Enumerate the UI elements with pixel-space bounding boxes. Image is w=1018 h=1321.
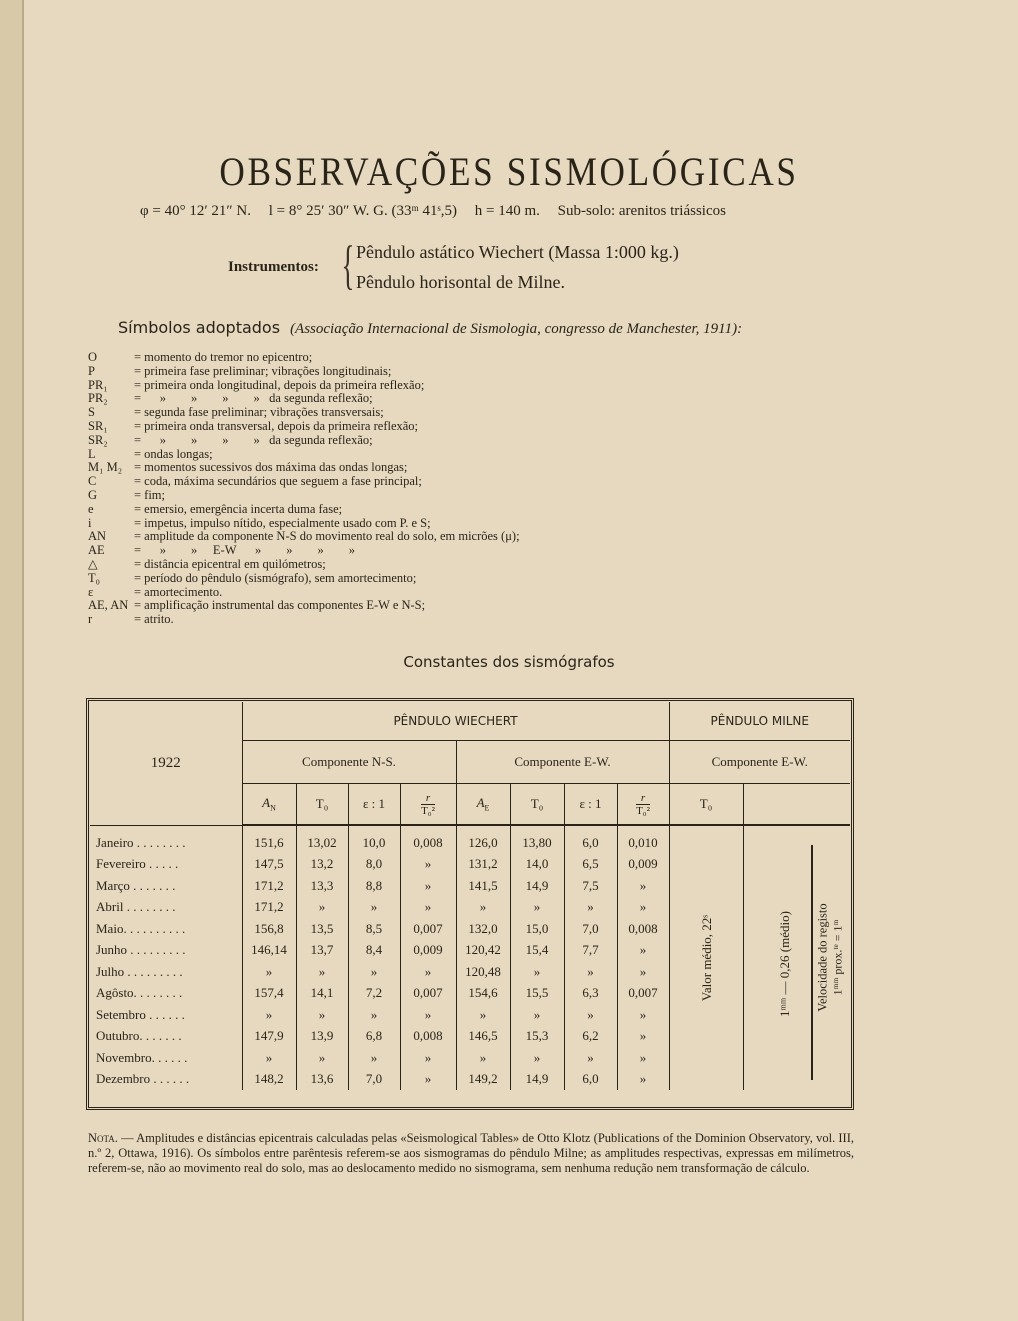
table-row: [90, 1004, 850, 1026]
value-cell: 0,009: [400, 940, 456, 962]
value-cell: »: [456, 1047, 510, 1069]
month-cell: Maio. . . . . . . . . .: [96, 920, 186, 936]
col-milne-extra: [743, 784, 850, 826]
value-cell: 6,5: [564, 854, 617, 876]
table-row: [90, 1069, 850, 1091]
symbol-definition: = fim;: [134, 487, 166, 502]
symbol-key: P: [88, 363, 95, 378]
table-row: [90, 918, 850, 940]
value-cell: 13,80: [510, 825, 564, 854]
value-cell: »: [564, 897, 617, 919]
value-cell: »: [242, 1004, 296, 1026]
value-cell: 7,0: [564, 918, 617, 940]
symbol-key: G: [88, 487, 98, 502]
instrument-wiechert: Pêndulo astático Wiechert (Massa 1:000 kg.): [356, 242, 679, 262]
symbol-row: [88, 379, 520, 393]
value-cell: 15,3: [510, 1026, 564, 1048]
value-cell: 14,9: [510, 875, 564, 897]
symbol-key: O: [88, 350, 98, 364]
value-cell: 120,42: [456, 940, 510, 962]
month-cell: Junho . . . . . . . . .: [96, 942, 186, 958]
symbol-row: [88, 489, 520, 503]
value-cell: »: [617, 897, 669, 919]
symbol-key: PR₂: [88, 391, 108, 406]
value-cell: »: [400, 1004, 456, 1026]
value-cell: »: [617, 1026, 669, 1048]
symbol-definition: = atrito.: [134, 612, 174, 627]
symbol-definition: = ondas longas;: [134, 446, 213, 461]
symbol-key: e: [88, 501, 94, 516]
symbol-row: [88, 586, 520, 600]
symbol-definition: = momentos sucessivos dos máxima das ondas longas;: [134, 460, 408, 475]
value-cell: 132,0: [456, 918, 510, 940]
col-r-ew: $\frac{r}{\text{T₀²}}$: [617, 784, 669, 826]
col-eps-ew: ε : 1: [564, 784, 617, 826]
value-cell: 15,5: [510, 983, 564, 1005]
value-cell: »: [400, 961, 456, 983]
symbol-row: [88, 351, 520, 365]
value-cell: 6,0: [564, 825, 617, 854]
value-cell: »: [348, 1047, 400, 1069]
col-t0-milne: T₀: [669, 784, 743, 826]
value-cell: »: [400, 854, 456, 876]
symbol-row: [88, 475, 520, 489]
value-cell: »: [296, 897, 348, 919]
year-header: 1922: [90, 702, 242, 825]
table-row: [90, 961, 850, 983]
value-cell: 13,9: [296, 1026, 348, 1048]
value-cell: »: [564, 961, 617, 983]
symbol-row: [88, 448, 520, 462]
milne-header: PÊNDULO MILNE: [669, 702, 850, 741]
milne-cell: [743, 1069, 850, 1091]
symbol-key: SR₂: [88, 432, 108, 447]
milne-cell: [669, 854, 743, 876]
milne-cell: [743, 854, 850, 876]
value-cell: »: [400, 1069, 456, 1091]
value-cell: 171,2: [242, 897, 296, 919]
milne-cell: [743, 1047, 850, 1069]
symbols-heading-source: (Associação Internacional de Sismologia, congresso de Manchester, 1911):: [290, 321, 743, 337]
value-cell: »: [564, 1004, 617, 1026]
table-row: [90, 940, 850, 962]
symbol-definition: = impetus, impulso nítido, especialmente usado com P. e S;: [134, 515, 431, 530]
value-cell: 14,9: [510, 1069, 564, 1091]
symbol-definition: = coda, máxima secundários que seguem a fase principal;: [134, 474, 422, 489]
value-cell: »: [510, 897, 564, 919]
value-cell: 15,4: [510, 940, 564, 962]
value-cell: 171,2: [242, 875, 296, 897]
symbol-row: [88, 503, 520, 517]
milne-cell: [669, 825, 743, 854]
month-cell: Setembro . . . . . .: [96, 1006, 185, 1022]
value-cell: »: [617, 875, 669, 897]
component-ns-header: Componente N-S.: [242, 741, 456, 784]
symbol-key: ε: [88, 584, 94, 599]
component-ew-header: Componente E-W.: [456, 741, 669, 784]
value-cell: 13,3: [296, 875, 348, 897]
symbol-row: [88, 530, 520, 544]
value-cell: 156,8: [242, 918, 296, 940]
value-cell: 15,0: [510, 918, 564, 940]
table-row: [90, 854, 850, 876]
value-cell: 0,008: [617, 918, 669, 940]
month-cell: Novembro. . . . . .: [96, 1049, 188, 1065]
value-cell: 7,0: [348, 1069, 400, 1091]
symbols-list: [88, 351, 520, 627]
value-cell: »: [242, 1047, 296, 1069]
symbol-row: [88, 406, 520, 420]
value-cell: »: [348, 1004, 400, 1026]
symbol-definition: = » » » » da segunda reflexão;: [134, 432, 373, 447]
value-cell: »: [456, 897, 510, 919]
symbol-key: L: [88, 446, 96, 461]
footnote: [88, 1131, 854, 1176]
longitude: l = 8° 25′ 30″ W. G. (33ᵐ 41ˢ,5): [268, 203, 457, 219]
symbol-key: AE: [88, 543, 105, 558]
footnote-text: — Amplitudes e distâncias epicentrais calculadas pelas «Seismological Tables» de Otto Klotz (Publications of the Dominion Observatory, vol. III, n.º 2, Ottawa, 1916). Os símbolos entre parêntesis referem-se aos sismogramas do pêndulo Milne; as amplitudes respectivas, expressas em milímetros, referem-se, não ao movimento real do solo, mas ao deslocamento medido no sismograma, sem nenhuma redução nem transformação de cálculo.: [88, 1131, 854, 1175]
symbol-row: [88, 365, 520, 379]
symbol-key: PR₁: [88, 377, 108, 392]
table-row: [90, 897, 850, 919]
milne-cell: [669, 1026, 743, 1048]
instruments-label: Instrumentos:: [228, 259, 319, 275]
symbol-key: M₁ M₂: [88, 460, 123, 475]
symbol-key: T₀: [88, 570, 100, 585]
symbol-definition: = distância epicentral em quilómetros;: [134, 556, 326, 571]
milne-cell: [669, 1047, 743, 1069]
value-cell: »: [348, 961, 400, 983]
milne-speed-line1: Velocidade do registo: [815, 903, 830, 1012]
constants-title: Constantes dos sismógrafos: [403, 653, 615, 671]
value-cell: »: [400, 897, 456, 919]
symbol-key: r: [88, 612, 93, 627]
table-row: [90, 825, 850, 854]
value-cell: 0,007: [400, 983, 456, 1005]
milne-cell: [669, 1069, 743, 1091]
symbol-definition: = amplificação instrumental das componentes E-W e N-S;: [134, 598, 426, 613]
value-cell: 7,2: [348, 983, 400, 1005]
value-cell: 157,4: [242, 983, 296, 1005]
page-title: OBSERVAÇÕES SISMOLÓGICAS: [219, 149, 799, 194]
symbol-definition: = primeira onda longitudinal, depois da primeira reflexão;: [134, 377, 425, 392]
symbol-definition: = emersio, emergência incerta duma fase;: [134, 501, 343, 516]
symbol-key: △: [88, 556, 98, 571]
value-cell: 13,5: [296, 918, 348, 940]
value-cell: »: [296, 1047, 348, 1069]
value-cell: 151,6: [242, 825, 296, 854]
station-coordinates: [140, 203, 840, 220]
month-cell: Agôsto. . . . . . . .: [96, 985, 183, 1001]
value-cell: 8,5: [348, 918, 400, 940]
table-row: [90, 983, 850, 1005]
symbol-definition: = primeira fase preliminar; vibrações longitudinais;: [134, 363, 392, 378]
symbol-definition: = segunda fase preliminar; vibrações transversais;: [134, 405, 384, 420]
symbol-row: [88, 420, 520, 434]
symbol-row: [88, 544, 520, 558]
table-row: [90, 1026, 850, 1048]
symbol-definition: = amortecimento.: [134, 584, 223, 599]
value-cell: 146,14: [242, 940, 296, 962]
altitude: h = 140 m.: [474, 203, 540, 219]
value-cell: 0,007: [400, 918, 456, 940]
value-cell: 8,8: [348, 875, 400, 897]
value-cell: 14,1: [296, 983, 348, 1005]
month-cell: Janeiro . . . . . . . .: [96, 834, 186, 850]
symbol-row: [88, 613, 520, 627]
col-t0-ew: T₀: [510, 784, 564, 826]
symbol-key: AN: [88, 529, 107, 544]
month-cell: Dezembro . . . . . .: [96, 1071, 190, 1087]
milne-speed-line2: 1ᵐᵐ prox.ᵗᵉ = 1ᵐ: [830, 919, 845, 996]
table-row: [90, 875, 850, 897]
value-cell: 8,0: [348, 854, 400, 876]
symbol-row: [88, 392, 520, 406]
value-cell: 7,5: [564, 875, 617, 897]
value-cell: »: [617, 961, 669, 983]
value-cell: 0,009: [617, 854, 669, 876]
value-cell: »: [456, 1004, 510, 1026]
value-cell: 13,7: [296, 940, 348, 962]
milne-component-header: Componente E-W.: [669, 741, 850, 784]
instrument-milne: Pêndulo horisontal de Milne.: [356, 272, 565, 292]
symbol-row: [88, 599, 520, 613]
value-cell: 6,0: [564, 1069, 617, 1091]
value-cell: 0,007: [617, 983, 669, 1005]
value-cell: »: [242, 961, 296, 983]
symbol-definition: = primeira onda transversal, depois da primeira reflexão;: [134, 418, 419, 433]
value-cell: »: [510, 961, 564, 983]
symbols-heading-label: Símbolos adoptados: [118, 318, 281, 337]
symbol-definition: = » » E-W » » » »: [134, 543, 356, 558]
col-ae: $A_E$: [456, 784, 510, 826]
value-cell: 13,2: [296, 854, 348, 876]
value-cell: 0,008: [400, 825, 456, 854]
value-cell: »: [617, 1069, 669, 1091]
value-cell: 6,8: [348, 1026, 400, 1048]
latitude: φ = 40° 12′ 21″ N.: [140, 203, 251, 219]
value-cell: 146,5: [456, 1026, 510, 1048]
month-cell: Março . . . . . . .: [96, 877, 176, 893]
value-cell: 13,02: [296, 825, 348, 854]
col-r-ns: $\frac{r}{\text{T₀²}}$: [400, 784, 456, 826]
value-cell: »: [510, 1004, 564, 1026]
subsoil: Sub-solo: arenitos triássicos: [557, 203, 726, 219]
month-cell: Julho . . . . . . . . .: [96, 963, 183, 979]
symbol-definition: = momento do tremor no epicentro;: [134, 350, 313, 364]
value-cell: 7,7: [564, 940, 617, 962]
value-cell: »: [400, 1047, 456, 1069]
instruments-brace: {: [341, 235, 355, 295]
value-cell: 120,48: [456, 961, 510, 983]
value-cell: 149,2: [456, 1069, 510, 1091]
value-cell: 0,008: [400, 1026, 456, 1048]
symbol-key: S: [88, 405, 95, 420]
value-cell: »: [296, 961, 348, 983]
symbol-key: SR₁: [88, 418, 108, 433]
table-row: [90, 1047, 850, 1069]
value-cell: »: [296, 1004, 348, 1026]
value-cell: 6,2: [564, 1026, 617, 1048]
symbol-definition: = período do pêndulo (sismógrafo), sem amortecimento;: [134, 570, 417, 585]
col-t0-ns: T₀: [296, 784, 348, 826]
value-cell: 13,6: [296, 1069, 348, 1091]
symbol-definition: = » » » » da segunda reflexão;: [134, 391, 373, 406]
constants-table: [90, 702, 850, 1090]
milne-t0-value: Valor médio, 22ˢ: [699, 914, 714, 1002]
value-cell: »: [348, 897, 400, 919]
symbol-definition: = amplitude da componente N-S do movimento real do solo, em micrões (μ);: [134, 529, 520, 544]
symbol-key: i: [88, 515, 92, 530]
value-cell: »: [617, 1004, 669, 1026]
value-cell: »: [564, 1047, 617, 1069]
footnote-label: Nota.: [88, 1131, 118, 1145]
value-cell: 148,2: [242, 1069, 296, 1091]
value-cell: »: [400, 875, 456, 897]
value-cell: 147,5: [242, 854, 296, 876]
value-cell: 154,6: [456, 983, 510, 1005]
wiechert-header: PÊNDULO WIECHERT: [242, 702, 669, 741]
milne-cell: [669, 875, 743, 897]
month-cell: Outubro. . . . . . .: [96, 1028, 182, 1044]
milne-damping-value: 1ᵐᵐ — 0,26 (médio): [777, 911, 792, 1017]
month-cell: Fevereiro . . . . .: [96, 856, 179, 872]
value-cell: 126,0: [456, 825, 510, 854]
symbol-row: [88, 558, 520, 572]
value-cell: »: [510, 1047, 564, 1069]
col-eps-ns: ε : 1: [348, 784, 400, 826]
symbols-heading: [118, 318, 742, 338]
value-cell: 8,4: [348, 940, 400, 962]
month-cell: Abril . . . . . . . .: [96, 899, 176, 915]
value-cell: »: [617, 940, 669, 962]
value-cell: 147,9: [242, 1026, 296, 1048]
value-cell: 0,010: [617, 825, 669, 854]
symbol-row: [88, 461, 520, 475]
symbol-row: [88, 517, 520, 531]
col-an: $A_N$: [242, 784, 296, 826]
value-cell: 14,0: [510, 854, 564, 876]
milne-cell: [743, 825, 850, 854]
symbol-row: [88, 434, 520, 448]
value-cell: 6,3: [564, 983, 617, 1005]
symbol-key: C: [88, 474, 97, 489]
value-cell: 10,0: [348, 825, 400, 854]
value-cell: »: [617, 1047, 669, 1069]
symbol-key: AE, AN: [88, 598, 129, 613]
value-cell: 141,5: [456, 875, 510, 897]
symbol-row: [88, 572, 520, 586]
value-cell: 131,2: [456, 854, 510, 876]
